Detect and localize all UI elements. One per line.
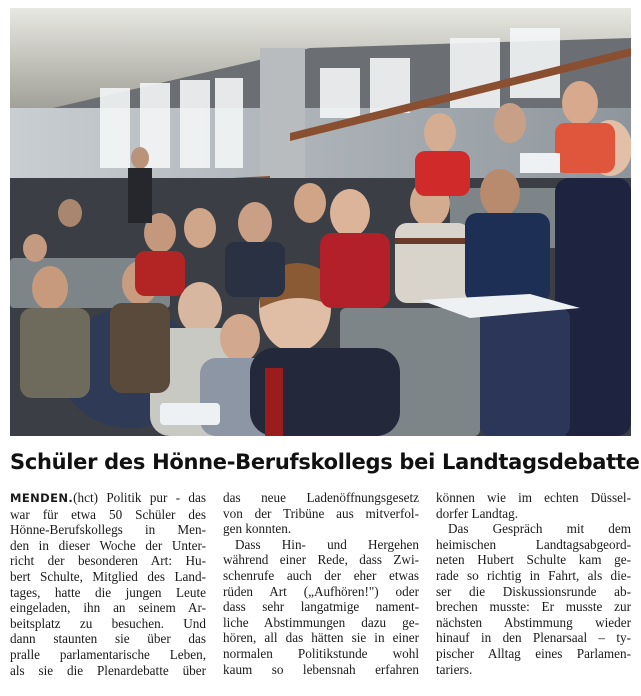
article-body	[10, 490, 631, 690]
text-line: Dass Hin- und Hergehen	[235, 536, 419, 552]
text-line: hinauf in den Plenarsaal – ty-	[436, 630, 631, 646]
text-line: liche Abstimmungen dazu ge-	[223, 614, 419, 630]
text-line: eingeladen, ihn an seinem Ar-	[10, 600, 206, 616]
text-line: war für etwa 50 Schüler des	[10, 506, 206, 522]
text-line: brechen musste: Er musste zur	[436, 599, 631, 615]
article-column-2	[223, 490, 419, 677]
text-line: tages, hatte die jungen Leute	[10, 584, 206, 600]
text-line: Hönne-Berufskollegs in Men-	[10, 522, 206, 538]
article-photo	[10, 8, 631, 436]
text-line: schenrufe auch der eher etwas	[223, 567, 419, 583]
text-line: richt der besonderen Art: Hu-	[10, 553, 206, 569]
text-line: dorfer Landtag.	[436, 505, 519, 521]
dateline: MENDEN.	[10, 491, 74, 505]
text-line: können wie im echten Düssel-	[436, 490, 631, 505]
text-line: dass sehr langatmige nament-	[223, 599, 419, 615]
text-line: normalen Politikstunde wohl	[223, 645, 419, 661]
text-line: neten Hubert Schulte kam ge-	[436, 552, 631, 568]
text-line: pischer Alltag eines Parlamen-	[436, 645, 631, 661]
text-line: Das Gespräch mit dem	[448, 521, 631, 537]
article-column-3	[436, 490, 631, 677]
text-line: MENDEN.(hct) Politik pur - das	[10, 490, 206, 505]
text-line: nächsten Abstimmung wieder	[436, 614, 631, 630]
text-line: heimischen Landtagsabgeord-	[436, 536, 631, 552]
text-line: gen konnten.	[223, 521, 292, 537]
text-line: tariers.	[436, 661, 473, 677]
classroom-photo-icon	[10, 8, 631, 436]
article-column-1	[10, 490, 206, 678]
text-line: ser die Diskussionsrunde ab-	[436, 583, 631, 599]
text-line: pralle parlamentarische Leben,	[10, 646, 206, 662]
text-line: während einer Rede, dass Zwi-	[223, 552, 419, 568]
article-headline: Schüler des Hönne-Berufskollegs bei Landtagsdebatte	[10, 450, 640, 474]
text-line: kaum so lebensnah erfahren	[223, 661, 419, 677]
text-line: hören, all das hätten sie in einer	[223, 630, 419, 646]
text-line: dann staunten sie über das	[10, 631, 206, 647]
text-line: das neue Ladenöffnungsgesetz	[223, 490, 419, 505]
text-line: rade so richtig in Fahrt, als die-	[436, 567, 631, 583]
text-line: rüden Art („Aufhören!") oder	[223, 583, 419, 599]
text-line: beitsplatz zu besuchen. Und	[10, 615, 206, 631]
text-line: als sie die Plenardebatte über	[10, 662, 206, 678]
text-line: von der Tribüne aus mitverfol-	[223, 505, 419, 521]
text-line: den in dieser Woche der Unter-	[10, 537, 206, 553]
text-line: bert Schulte, Mitglied des Land-	[10, 568, 206, 584]
